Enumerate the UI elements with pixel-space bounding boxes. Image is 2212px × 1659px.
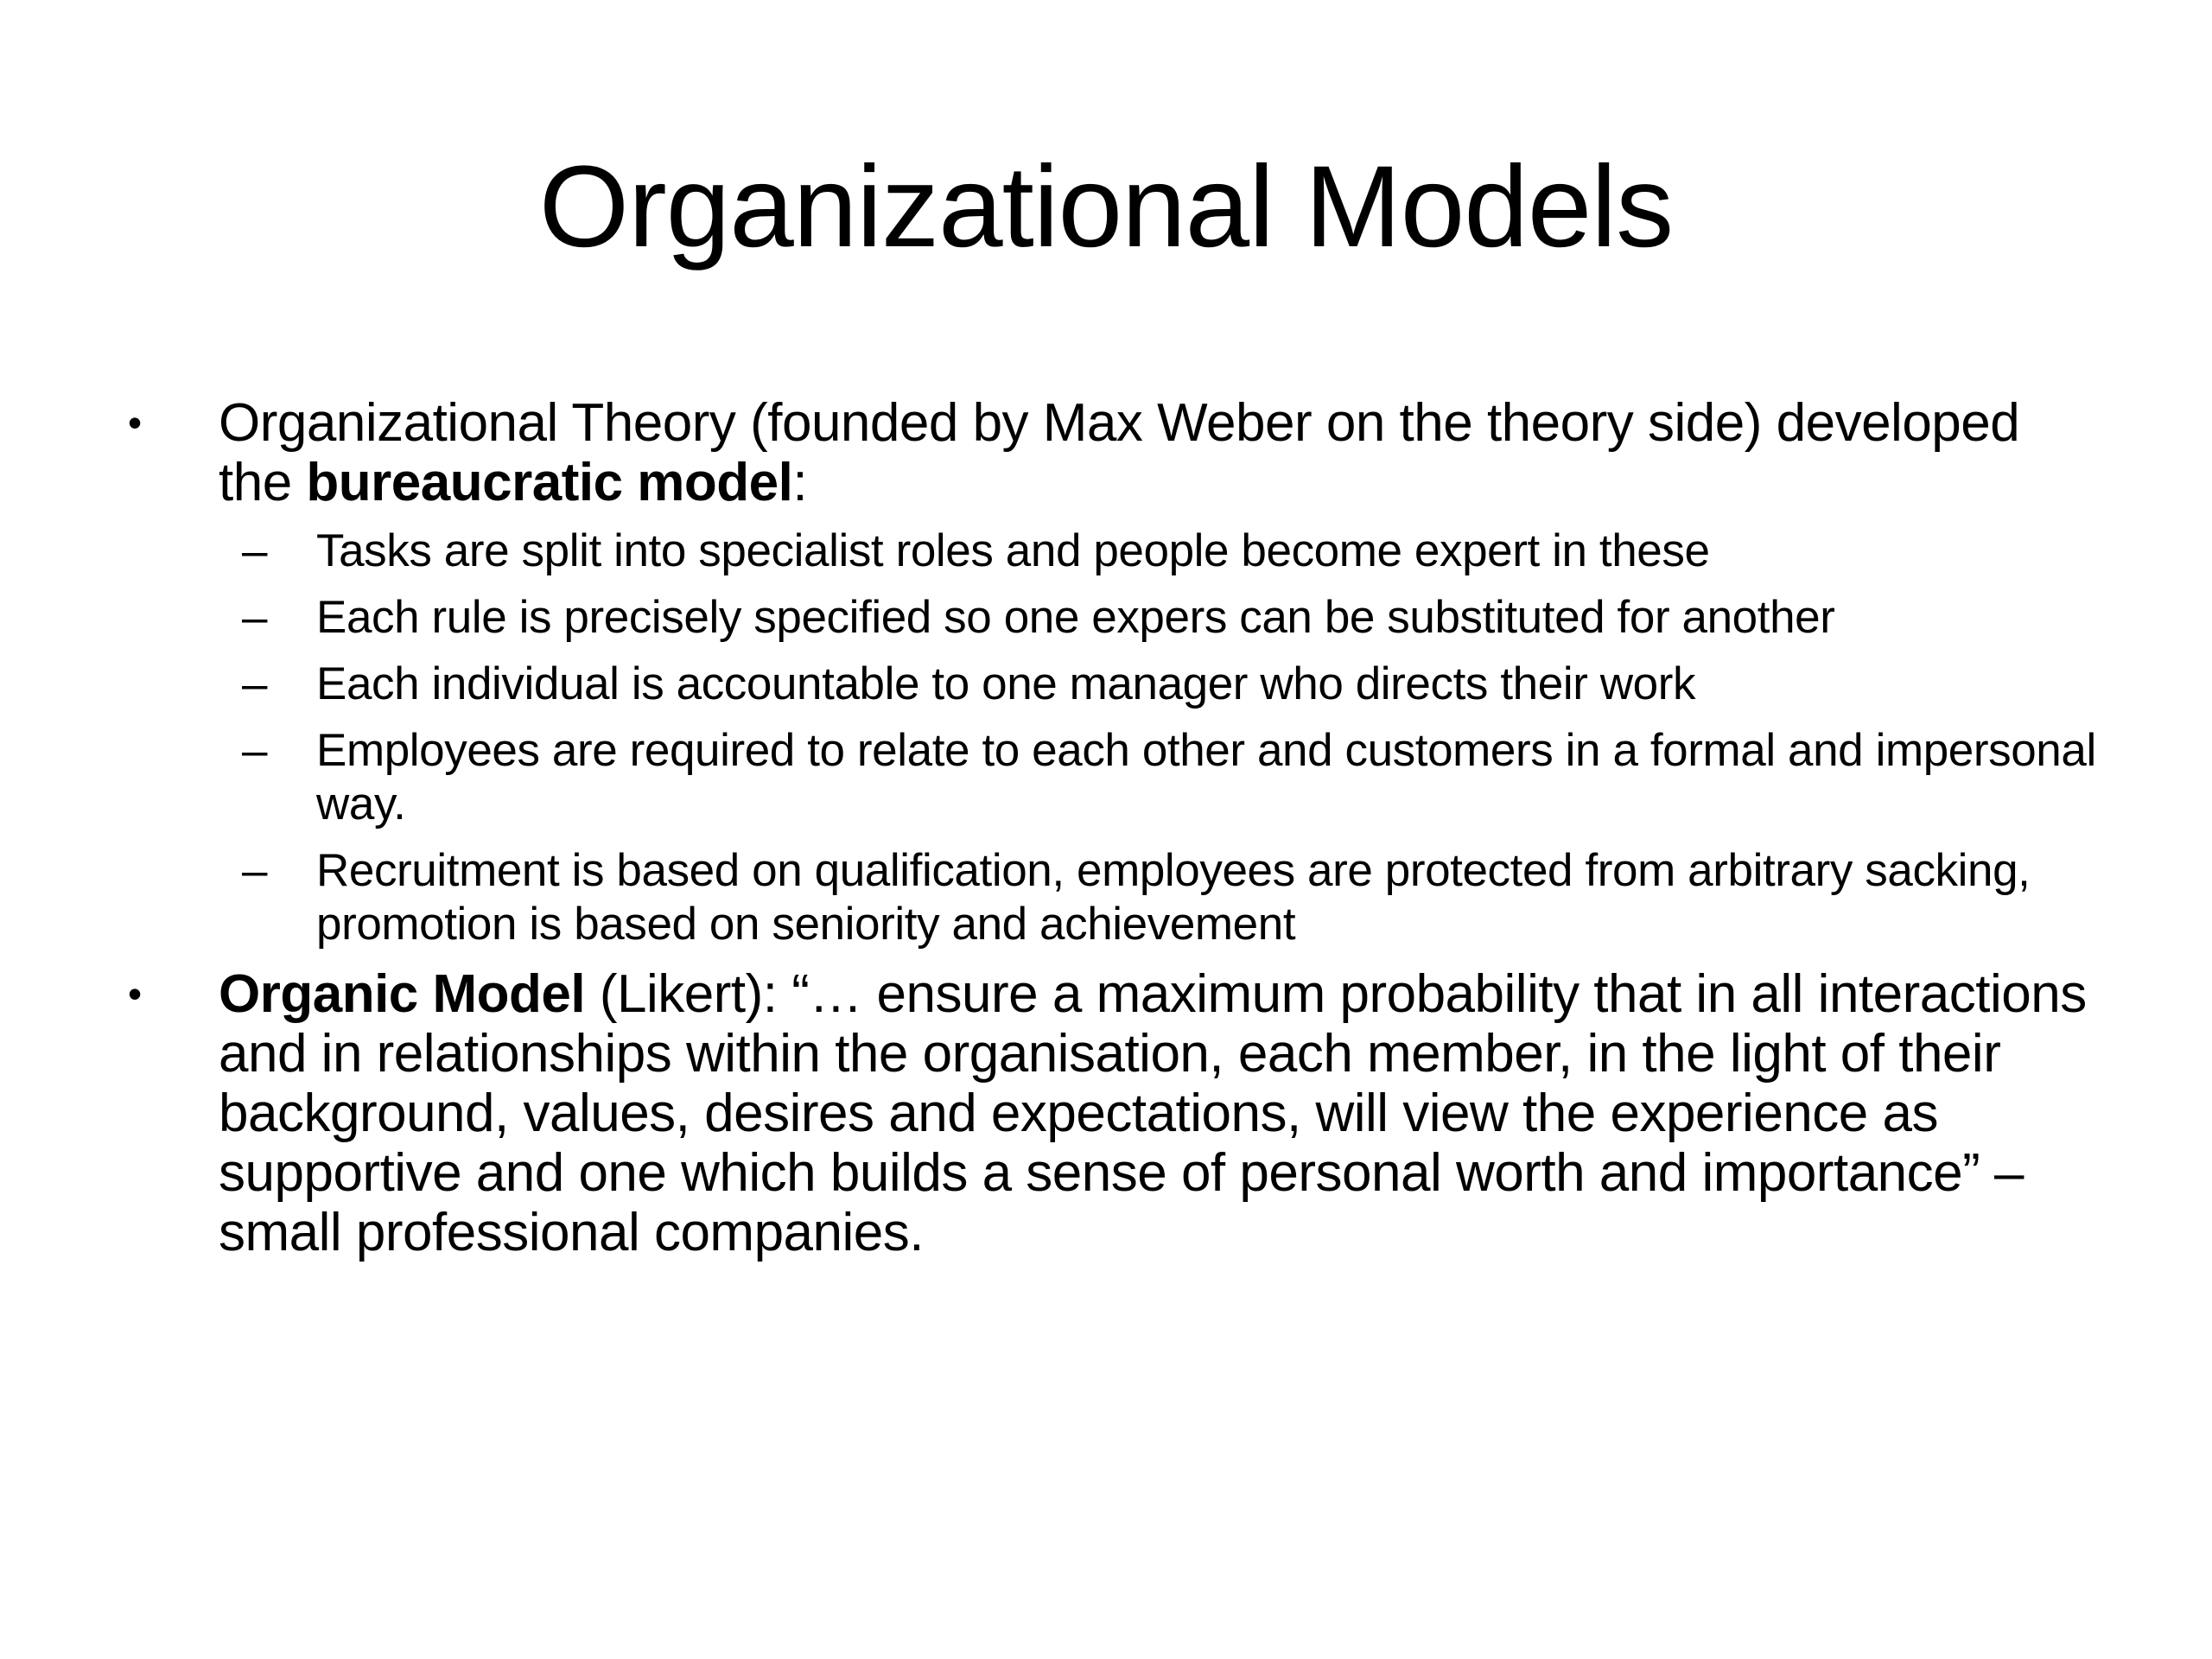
sub-bullet [128,524,2107,578]
sub-bullet-text: Each individual is accountable to one manager who directs their work [316,658,1696,709]
sub-bullet-text: Each rule is precisely specified so one expers can be substituted for another [316,592,1835,643]
sub-bullet-text: Employees are required to relate to each other and customers in a formal and impersonal way. [316,725,2096,830]
sub-bullet-text: Recruitment is based on qualification, employees are protected from arbitrary sacking, promotion is based on seniority and achievement [316,845,2031,950]
sub-bullet [128,591,2107,645]
sub-bullet-list [128,524,2107,951]
bullet-bureaucratic-model [128,393,2107,512]
bullet-bold-term: bureaucratic model [306,453,793,512]
bullet-marker: • [128,400,142,445]
bullet-organic-model [128,964,2107,1262]
sub-bullet [128,724,2107,831]
slide-title: Organizational Models [538,143,1674,271]
dash-marker: – [242,725,268,776]
dash-marker: – [242,845,268,896]
bullet-marker: • [128,971,142,1016]
dash-marker: – [242,658,268,709]
dash-marker: – [242,525,268,576]
sub-bullet [128,658,2107,711]
bullet-text-end: : [792,453,808,512]
sub-bullet [128,844,2107,951]
bullet-text: Organizational Theory (founded by Max Weber on the theory side) developed the [219,393,2020,512]
sub-bullet-text: Tasks are split into specialist roles and people become expert in these [316,525,1710,576]
bullet-bold-term: Organic Model [219,964,586,1024]
slide-content [128,393,2107,1262]
dash-marker: – [242,592,268,643]
bullet-text: (Likert): “… ensure a maximum probability that in all interactions and in relationships within the organisation, each member, in the light of their background, values, desires and expectations, will view the experience as supportive and one which builds a sense of personal worth and importance” – small professional companies. [219,964,2087,1262]
